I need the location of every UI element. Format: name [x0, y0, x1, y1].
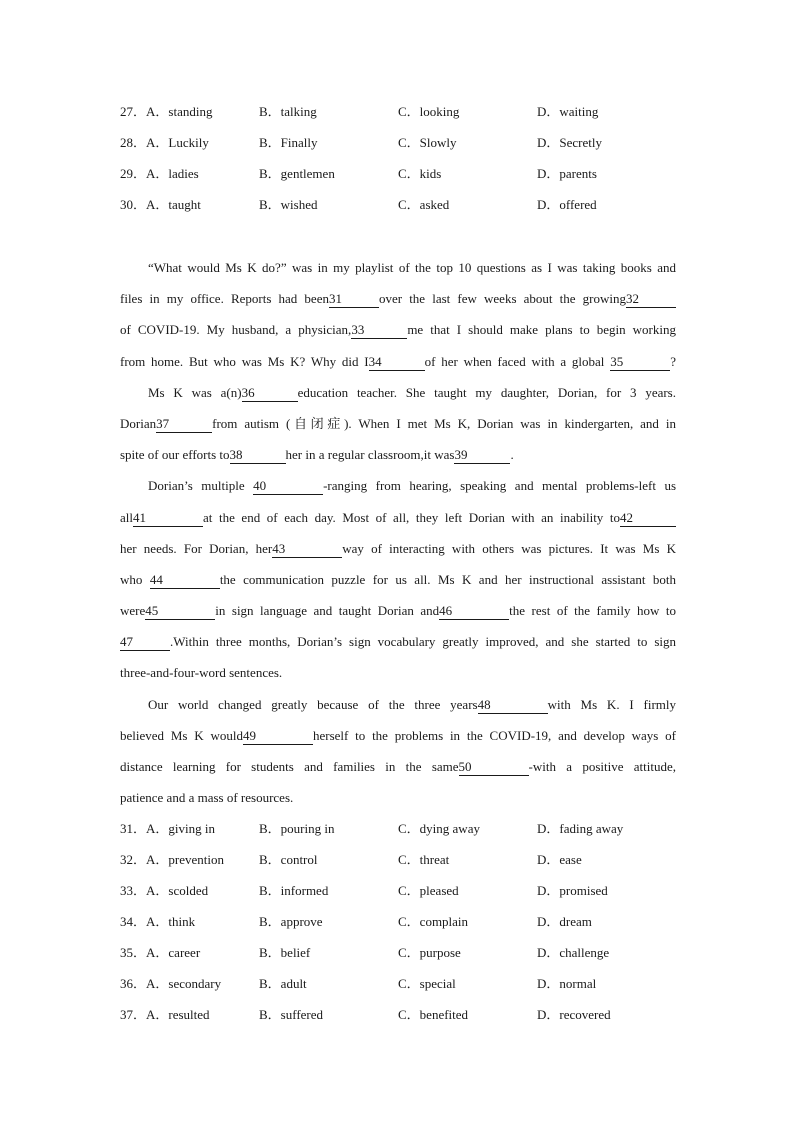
option-c[interactable]: C．threat [398, 852, 450, 867]
option-c[interactable]: C．asked [398, 197, 450, 212]
option-a[interactable]: 35．A．career [120, 945, 201, 960]
passage-line: files in my office. Reports had been31 over the last few weeks about the growing32 [120, 283, 676, 314]
blank-44[interactable]: 44 [150, 572, 220, 589]
passage-line: Dorian’s multiple 40 -ranging from hearing, speaking and mental problems-left us [148, 478, 676, 494]
option-d[interactable]: D．challenge [537, 945, 610, 960]
blank-48[interactable]: 48 [478, 697, 548, 714]
blank-32[interactable]: 32 [626, 291, 676, 308]
option-b[interactable]: B．gentlemen [259, 166, 335, 181]
blank-46[interactable]: 46 [439, 603, 509, 620]
question-37-options [120, 999, 680, 1030]
blank-49[interactable]: 49 [243, 728, 313, 745]
blank-36[interactable]: 36 [242, 385, 298, 402]
blank-38[interactable]: 38 [230, 447, 286, 464]
passage-line: her needs. For Dorian, her43 way of interacting with others was pictures. It was Ms K [120, 540, 676, 556]
blank-31[interactable]: 31 [329, 291, 379, 308]
passage-line: who 44 the communication puzzle for us all. Ms K and her instructional assistant both [120, 571, 676, 587]
option-d[interactable]: D．normal [537, 976, 597, 991]
question-28-options [120, 127, 680, 158]
blank-41[interactable]: 41 [133, 510, 203, 527]
option-b[interactable]: B．adult [259, 976, 307, 991]
option-a[interactable]: 32．A．prevention [120, 852, 224, 867]
passage-line: were45 in sign language and taught Dorian and46 the rest of the family how to [120, 603, 676, 619]
blank-43[interactable]: 43 [272, 541, 342, 558]
option-c[interactable]: C．dying away [398, 821, 480, 836]
options-list-31-37 [120, 813, 680, 1030]
option-b[interactable]: B．belief [259, 945, 311, 960]
blank-37[interactable]: 37 [156, 416, 212, 433]
option-a[interactable]: 36．A．secondary [120, 976, 222, 991]
blank-45[interactable]: 45 [145, 603, 215, 620]
option-c[interactable]: C．kids [398, 166, 442, 181]
question-32-options [120, 844, 680, 875]
option-a[interactable]: 28．A．Luckily [120, 135, 209, 150]
blank-47[interactable]: 47 [120, 634, 170, 651]
option-d[interactable]: D．recovered [537, 1007, 611, 1022]
blank-33[interactable]: 33 [351, 322, 407, 339]
option-d[interactable]: D．offered [537, 197, 597, 212]
blank-40[interactable]: 40 [253, 478, 323, 495]
option-a[interactable]: 37．A．resulted [120, 1007, 210, 1022]
option-b[interactable]: B．suffered [259, 1007, 324, 1022]
option-c[interactable]: C．looking [398, 104, 460, 119]
option-b[interactable]: B．Finally [259, 135, 318, 150]
blank-42[interactable]: 42 [620, 510, 676, 527]
option-c[interactable]: C．Slowly [398, 135, 457, 150]
passage-line: all41 at the end of each day. Most of all, they left Dorian with an inability to42 [120, 502, 676, 533]
option-c[interactable]: C．complain [398, 914, 469, 929]
option-d[interactable]: D．waiting [537, 104, 599, 119]
option-c[interactable]: C．special [398, 976, 456, 991]
option-c[interactable]: C．purpose [398, 945, 461, 960]
passage-line: distance learning for students and families in the same50 -with a positive attitude, [120, 759, 676, 774]
option-c[interactable]: C．benefited [398, 1007, 469, 1022]
option-a[interactable]: 31．A．giving in [120, 821, 215, 836]
option-a[interactable]: 34．A．think [120, 914, 196, 929]
passage-line: Dorian37 from autism (自闭症). When I met Ms K, Dorian was in kindergarten, and in [120, 415, 676, 431]
passage-line: patience and a mass of resources. [120, 790, 294, 806]
option-d[interactable]: D．Secretly [537, 135, 602, 150]
option-a[interactable]: 27．A．standing [120, 104, 213, 119]
passage-line: Our world changed greatly because of the three years48 with Ms K. I firmly [148, 696, 676, 712]
question-35-options [120, 937, 680, 968]
passage-line: from home. But who was Ms K? Why did I34 of her when faced with a global 35 ? [120, 353, 676, 369]
passage-line: “What would Ms K do?” was in my playlist of the top 10 questions as I was taking books and [148, 260, 676, 275]
passage-line: spite of our efforts to38 her in a regular classroom,it was39 . [120, 447, 514, 463]
option-d[interactable]: D．dream [537, 914, 592, 929]
option-d[interactable]: D．ease [537, 852, 582, 867]
passage-line: three-and-four-word sentences. [120, 665, 283, 681]
question-31-options [120, 813, 680, 844]
option-b[interactable]: B．pouring in [259, 821, 335, 836]
blank-39[interactable]: 39 [454, 447, 510, 464]
option-a[interactable]: 29．A．ladies [120, 166, 199, 181]
passage-line: 47 .Within three months, Dorian’s sign vocabulary greatly improved, and she started to sign [120, 634, 676, 650]
option-d[interactable]: D．fading away [537, 821, 624, 836]
option-b[interactable]: B．wished [259, 197, 318, 212]
option-c[interactable]: C．pleased [398, 883, 459, 898]
option-b[interactable]: B．talking [259, 104, 317, 119]
question-30-options [120, 189, 680, 220]
question-27-options [120, 96, 680, 127]
blank-34[interactable]: 34 [369, 354, 425, 371]
question-29-options [120, 158, 680, 189]
question-34-options [120, 906, 680, 937]
passage-line: believed Ms K would49 herself to the problems in the COVID-19, and develop ways of [120, 727, 676, 743]
option-b[interactable]: B．informed [259, 883, 329, 898]
option-a[interactable]: 33．A．scolded [120, 883, 209, 898]
option-b[interactable]: B．approve [259, 914, 323, 929]
blank-50[interactable]: 50 [459, 759, 529, 776]
options-list-27-30 [120, 96, 680, 220]
question-36-options [120, 968, 680, 999]
option-d[interactable]: D．parents [537, 166, 597, 181]
option-d[interactable]: D．promised [537, 883, 608, 898]
blank-35[interactable]: 35 [610, 354, 670, 371]
cloze-passage [120, 252, 676, 813]
passage-line: Ms K was a(n)36 education teacher. She taught my daughter, Dorian, for 3 years. [148, 384, 676, 400]
option-b[interactable]: B．control [259, 852, 318, 867]
passage-line: of COVID-19. My husband, a physician,33 me that I should make plans to begin working [120, 322, 676, 338]
option-a[interactable]: 30．A．taught [120, 197, 201, 212]
question-33-options [120, 875, 680, 906]
